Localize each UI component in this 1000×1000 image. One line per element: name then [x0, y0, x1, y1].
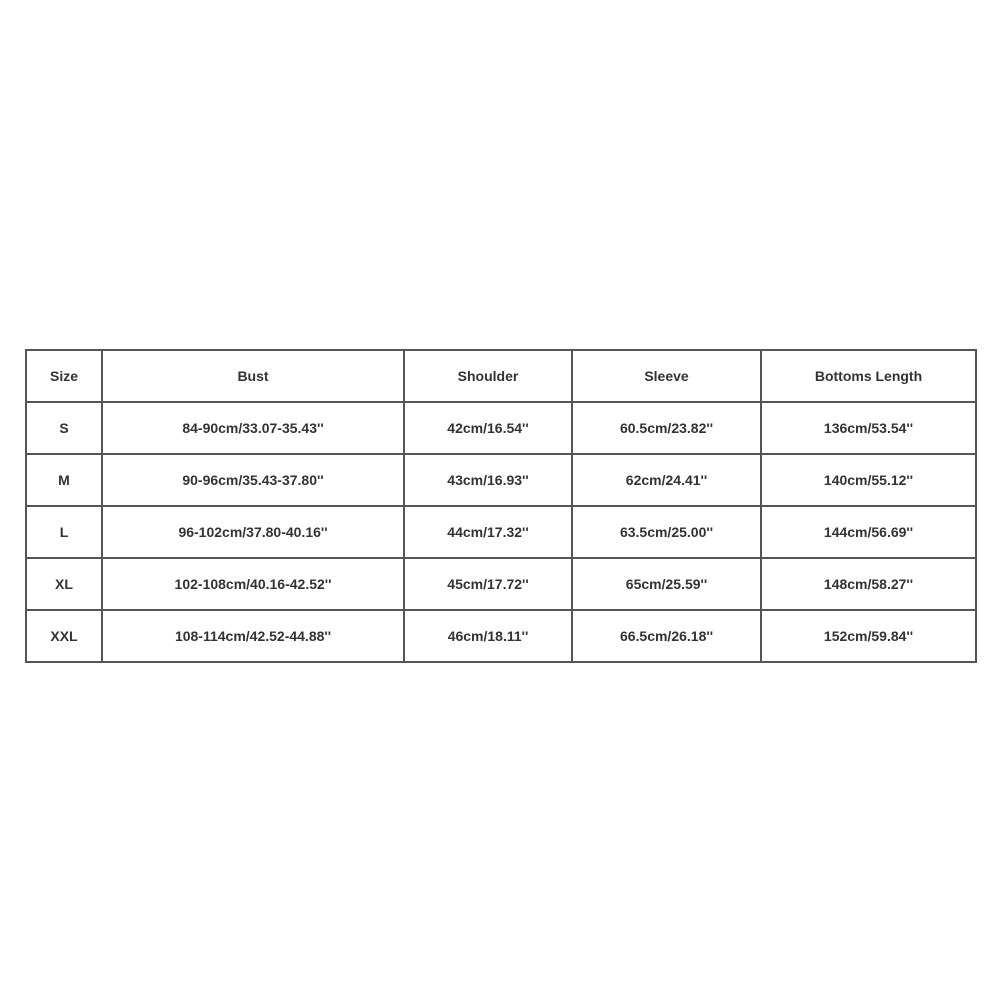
- bottoms-length-cell: 136cm/53.54'': [761, 402, 976, 454]
- bottoms-length-cell: 152cm/59.84'': [761, 610, 976, 662]
- size-cell: XL: [26, 558, 102, 610]
- table-row: [26, 402, 976, 454]
- bottoms-length-cell: 144cm/56.69'': [761, 506, 976, 558]
- bottoms-length-cell: 140cm/55.12'': [761, 454, 976, 506]
- sleeve-cell: 62cm/24.41'': [572, 454, 761, 506]
- bust-cell: 84-90cm/33.07-35.43'': [102, 402, 404, 454]
- shoulder-cell: 42cm/16.54'': [404, 402, 572, 454]
- sleeve-cell: 66.5cm/26.18'': [572, 610, 761, 662]
- header-bottoms-length: Bottoms Length: [761, 350, 976, 402]
- header-size: Size: [26, 350, 102, 402]
- shoulder-cell: 46cm/18.11'': [404, 610, 572, 662]
- header-shoulder: Shoulder: [404, 350, 572, 402]
- shoulder-cell: 44cm/17.32'': [404, 506, 572, 558]
- size-cell: L: [26, 506, 102, 558]
- header-sleeve: Sleeve: [572, 350, 761, 402]
- size-cell: M: [26, 454, 102, 506]
- table-row: [26, 506, 976, 558]
- size-cell: XXL: [26, 610, 102, 662]
- shoulder-cell: 43cm/16.93'': [404, 454, 572, 506]
- header-row: [26, 350, 976, 402]
- bust-cell: 108-114cm/42.52-44.88'': [102, 610, 404, 662]
- header-bust: Bust: [102, 350, 404, 402]
- bust-cell: 96-102cm/37.80-40.16'': [102, 506, 404, 558]
- shoulder-cell: 45cm/17.72'': [404, 558, 572, 610]
- table-row: [26, 558, 976, 610]
- size-cell: S: [26, 402, 102, 454]
- table-row: [26, 610, 976, 662]
- bust-cell: 90-96cm/35.43-37.80'': [102, 454, 404, 506]
- sleeve-cell: 65cm/25.59'': [572, 558, 761, 610]
- sleeve-cell: 60.5cm/23.82'': [572, 402, 761, 454]
- sleeve-cell: 63.5cm/25.00'': [572, 506, 761, 558]
- size-chart-table: [25, 349, 977, 663]
- table-row: [26, 454, 976, 506]
- bottoms-length-cell: 148cm/58.27'': [761, 558, 976, 610]
- bust-cell: 102-108cm/40.16-42.52'': [102, 558, 404, 610]
